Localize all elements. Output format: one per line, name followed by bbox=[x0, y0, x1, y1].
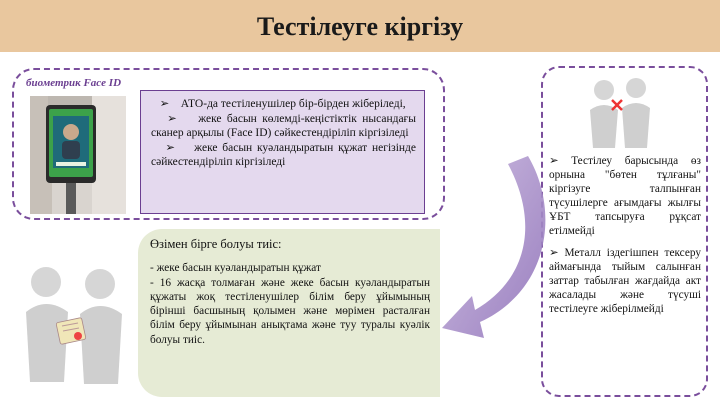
required-documents-title: Өзімен бірге болуы тиіс: bbox=[150, 237, 282, 251]
document-item: - 16 жасқа толмаған және жеке басын куәландыратын құжаты жоқ тестіленушілер білім беру ұйымының бірінші басшының қолымен және мөрімен расталған білім беру ұйымынан анықтама және туу туралы куәлік болуы тиіс. bbox=[150, 276, 430, 346]
document-item: - жеке басын куәландыратын құжат bbox=[150, 262, 321, 275]
face-id-scanner-image bbox=[30, 96, 126, 214]
face-id-label: биометрик Face ID bbox=[26, 77, 122, 89]
restrictions-text bbox=[549, 154, 701, 324]
people-document-illustration bbox=[18, 262, 130, 392]
restriction-item: ➢ Тестілеу барысында өз орнына "бөтен тұлғаны" кіргізуге талпынған түсушілерге ағымдағы жылғы ҰБТ тапсыруға рұқсат етілмейді bbox=[549, 155, 702, 237]
rule-item: ➢ АТО-да тестіленушілер бір-бірден жіберіледі, bbox=[159, 98, 406, 110]
restriction-item: ➢ Металл іздегішпен тексеру аймағында тыйым салынған заттар табылған жағдайда акт жасалады және түсуші тестілеуге жіберілмейді bbox=[549, 247, 701, 315]
rule-item: ➢ жеке басын көлемді-кеңістіктік нысандағы сканер арқылы (Face ID) сәйкестендіріліп кіргізіледі bbox=[151, 112, 417, 139]
page-title: Тестілеуге кіргізу bbox=[256, 12, 464, 41]
required-documents-box bbox=[138, 229, 440, 397]
rule-item: ➢ жеке басын куәландыратын құжат негізінде сәйкестендіріліп кіргізіледі bbox=[151, 141, 417, 168]
title-bar bbox=[0, 0, 720, 52]
people-conflict-illustration bbox=[582, 76, 658, 148]
